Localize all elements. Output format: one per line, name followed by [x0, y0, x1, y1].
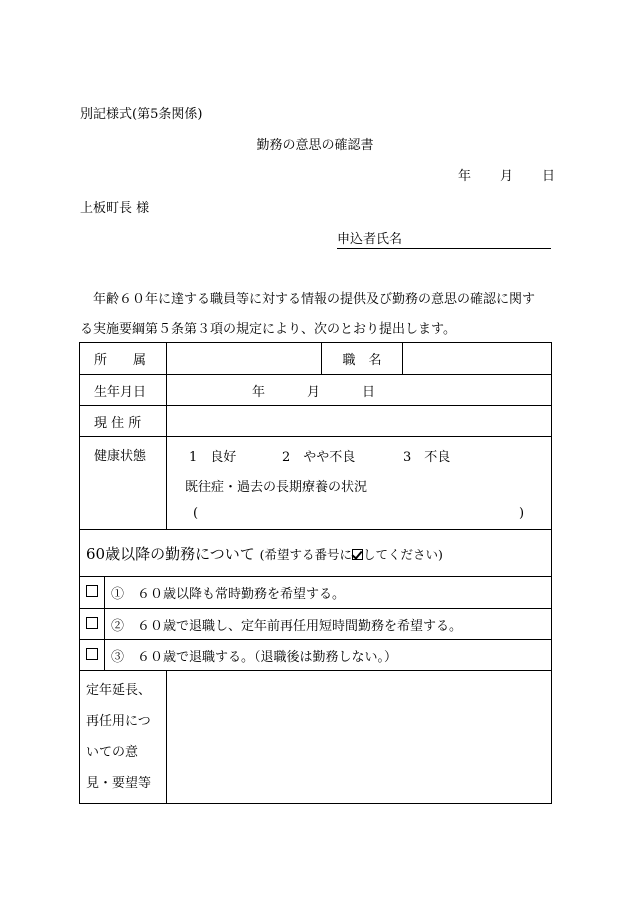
date-year: 年: [458, 169, 472, 184]
position-label: 職 名: [322, 343, 403, 375]
address-field[interactable]: [167, 406, 552, 437]
opinion-label: 定年延長、再任用についての意見・要望等: [80, 671, 167, 804]
option2-checkbox[interactable]: [80, 609, 105, 640]
address-label: 現 住 所: [80, 406, 167, 437]
applicant-name-label: 申込者氏名: [337, 232, 403, 247]
section-note-end: してください): [362, 546, 443, 562]
dept-label: 所 属: [80, 343, 167, 375]
health-label: 健康状態: [80, 437, 167, 530]
medical-history-label: 既往症・過去の長期療養の状況: [185, 479, 368, 495]
position-field[interactable]: [403, 343, 552, 375]
birth-year: 年: [252, 384, 266, 400]
section-title: 60歳以降の勤務について: [86, 544, 255, 563]
checkbox-icon: [86, 585, 98, 597]
intro-text-line-2: る実施要綱第５条第３項の規定により、次のとおり提出します。: [80, 322, 456, 337]
option3-checkbox[interactable]: [80, 640, 105, 671]
section-note-start: (希望する番号に: [259, 546, 352, 562]
birth-field[interactable]: [167, 375, 552, 406]
application-form-table: [79, 342, 552, 804]
checkbox-checked-icon: [352, 549, 363, 560]
option1-checkbox[interactable]: [80, 577, 105, 609]
checkbox-icon: [86, 648, 98, 660]
section-heading: [80, 530, 552, 577]
health-option-good[interactable]: 1 良好: [189, 449, 237, 465]
intro-text-line-1: 年齢６０年に達する職員等に対する情報の提供及び勤務の意思の確認に関す: [93, 292, 536, 307]
option1-label: ① ６０歳以降も常時勤務を希望する。: [105, 577, 552, 609]
date-day: 日: [542, 169, 556, 184]
form-type-label: 別記様式(第5条関係): [80, 107, 203, 122]
date-month: 月: [500, 169, 514, 184]
applicant-name-field[interactable]: [337, 228, 551, 249]
option2-label: ② ６０歳で退職し、定年前再任用短時間勤務を希望する。: [105, 609, 552, 640]
health-field: [167, 437, 552, 530]
health-option-poor[interactable]: 3 不良: [403, 449, 451, 465]
dept-field[interactable]: [167, 343, 322, 375]
opinion-field[interactable]: [167, 671, 552, 804]
health-option-fair[interactable]: 2 やや不良: [282, 449, 356, 465]
birth-month: 月: [307, 384, 321, 400]
paren-open: (: [193, 505, 199, 521]
birth-label: 生年月日: [80, 375, 167, 406]
option3-label: ③ ６０歳で退職する。（退職後は勤務しない。）: [105, 640, 552, 671]
paren-close: ): [519, 505, 525, 521]
checkbox-icon: [86, 617, 98, 629]
document-title: 勤務の意思の確認書: [256, 138, 374, 153]
submission-date: [458, 165, 555, 184]
addressee: 上板町長 様: [80, 201, 150, 216]
birth-day: 日: [362, 384, 376, 400]
